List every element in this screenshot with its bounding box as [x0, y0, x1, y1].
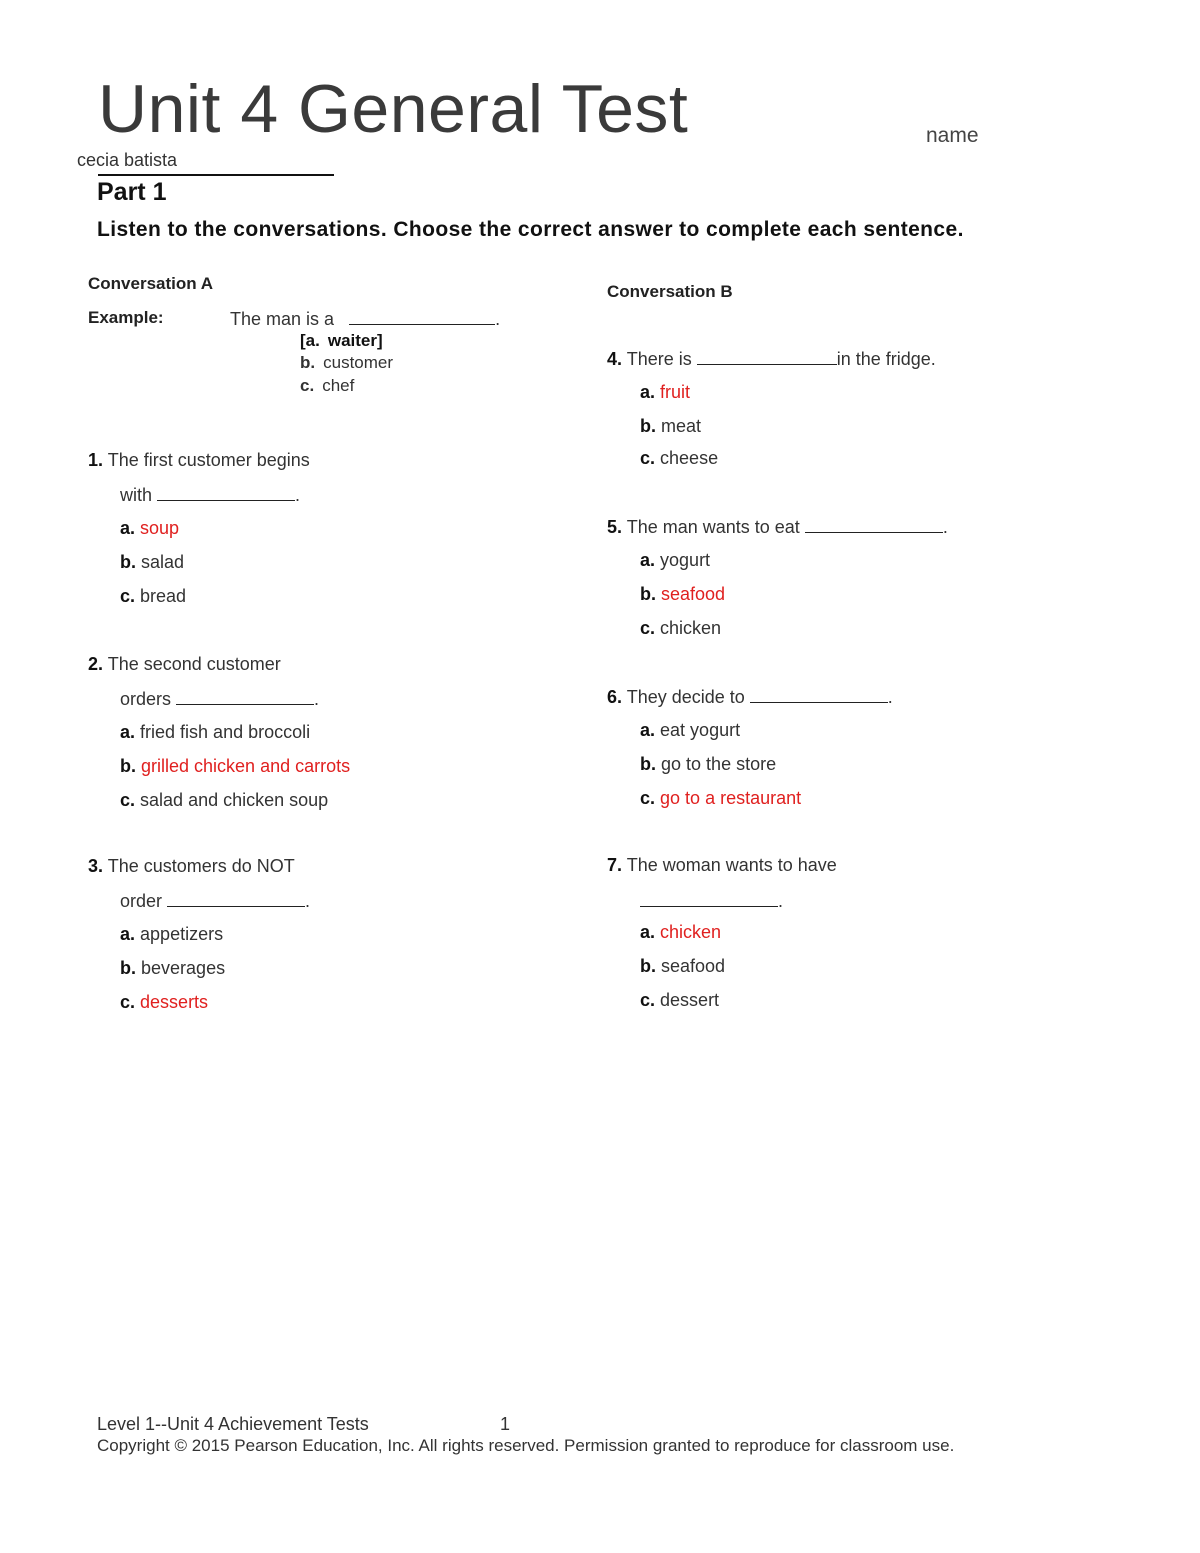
option-letter: [a.: [300, 331, 320, 350]
conversation-a-heading: Conversation A: [88, 274, 214, 293]
question-2-prompt-cont: [120, 688, 319, 710]
option-text: waiter]: [327, 331, 383, 350]
page-title: Unit 4 General Test: [98, 71, 689, 147]
question-text: There is: [626, 349, 692, 369]
question-end: .: [314, 689, 320, 709]
option-text: seafood: [661, 584, 726, 604]
question-2-prompt: [88, 654, 281, 675]
question-number: 1.: [88, 450, 104, 470]
option-text: fried fish and broccoli: [140, 722, 311, 742]
question-text: The second customer: [107, 654, 281, 674]
question-text: They decide to: [626, 687, 745, 707]
option-letter: b.: [120, 756, 136, 776]
question-6-prompt: [607, 686, 893, 708]
footer-copyright: Copyright © 2015 Pearson Education, Inc. All rights reserved. Permission granted to reproduce for classroom use.: [97, 1436, 955, 1455]
example-option-b: [300, 353, 393, 373]
option-text: dessert: [660, 990, 720, 1010]
footer-title: Level 1--Unit 4 Achievement Tests: [97, 1414, 369, 1434]
question-number: 6.: [607, 687, 623, 707]
option-text: desserts: [140, 992, 209, 1012]
student-name-field[interactable]: cecia batista: [77, 150, 178, 170]
question-number: 5.: [607, 517, 623, 537]
question-end: .: [778, 891, 784, 911]
option-letter: b.: [640, 754, 656, 774]
option-letter: a.: [640, 922, 656, 942]
name-label: name: [926, 124, 979, 147]
option-text: salad: [141, 552, 185, 572]
option-letter: b.: [640, 956, 656, 976]
page-number: 1: [500, 1414, 511, 1434]
question-1-option-b[interactable]: [120, 552, 184, 573]
part-title: Part 1: [97, 178, 167, 206]
example-prompt-end: .: [495, 309, 501, 329]
example-option-a: [300, 331, 383, 351]
option-text: eat yogurt: [660, 720, 741, 740]
answer-blank: [176, 688, 314, 705]
option-letter: c.: [120, 586, 136, 606]
question-text: The first customer begins: [107, 450, 310, 470]
question-5-option-b[interactable]: [640, 584, 725, 605]
option-letter: a.: [640, 382, 656, 402]
option-text: chicken: [660, 922, 722, 942]
option-letter: a.: [120, 518, 136, 538]
question-2-option-a[interactable]: [120, 722, 310, 743]
option-text: yogurt: [660, 550, 711, 570]
question-5-option-c[interactable]: [640, 618, 721, 639]
question-3-option-a[interactable]: [120, 924, 223, 945]
example-prompt: [230, 308, 500, 330]
option-text: appetizers: [140, 924, 224, 944]
question-number: 3.: [88, 856, 104, 876]
question-1-option-a[interactable]: [120, 518, 179, 539]
question-7-option-c[interactable]: [640, 990, 719, 1011]
question-1-option-c[interactable]: [120, 586, 186, 607]
question-3-prompt-cont: [120, 890, 310, 912]
question-text: The woman wants to have: [626, 855, 837, 875]
conversation-b-heading: Conversation B: [607, 282, 733, 301]
question-4-option-c[interactable]: [640, 448, 718, 469]
question-end: .: [295, 485, 301, 505]
question-2-option-c[interactable]: [120, 790, 328, 811]
option-text: cheese: [660, 448, 719, 468]
question-text: orders: [120, 689, 172, 709]
example-prompt-text: The man is a: [230, 309, 335, 329]
option-text: meat: [661, 416, 702, 436]
answer-blank: [805, 516, 943, 533]
option-letter: a.: [120, 924, 136, 944]
option-letter: b.: [640, 416, 656, 436]
question-number: 7.: [607, 855, 623, 875]
option-text: chicken: [660, 618, 722, 638]
option-text: customer: [323, 353, 394, 372]
option-letter: b.: [300, 353, 316, 372]
question-number: 4.: [607, 349, 623, 369]
question-3-option-b[interactable]: [120, 958, 225, 979]
option-letter: c.: [640, 618, 656, 638]
question-4-option-b[interactable]: [640, 416, 701, 437]
option-letter: a.: [120, 722, 136, 742]
question-end: .: [942, 517, 948, 537]
question-6-option-b[interactable]: [640, 754, 776, 775]
answer-blank: [167, 890, 305, 907]
instructions: Listen to the conversations. Choose the correct answer to complete each sentence.: [97, 218, 964, 241]
option-letter: b.: [640, 584, 656, 604]
question-end: in the fridge.: [836, 349, 936, 369]
option-letter: c.: [640, 990, 656, 1010]
option-letter: a.: [640, 720, 656, 740]
option-text: grilled chicken and carrots: [141, 756, 351, 776]
option-letter: b.: [120, 958, 136, 978]
question-text: with: [120, 485, 153, 505]
answer-blank: [640, 890, 778, 907]
question-1-prompt-cont: [120, 484, 300, 506]
option-text: fruit: [660, 382, 691, 402]
question-end: .: [305, 891, 311, 911]
example-label: Example:: [88, 308, 164, 327]
option-text: soup: [140, 518, 180, 538]
answer-blank: [750, 686, 888, 703]
option-text: salad and chicken soup: [140, 790, 329, 810]
question-3-prompt: [88, 856, 295, 877]
question-number: 2.: [88, 654, 104, 674]
option-letter: c.: [640, 788, 656, 808]
question-end: .: [887, 687, 893, 707]
option-letter: c.: [300, 376, 315, 395]
question-7-prompt-cont: [640, 890, 783, 912]
option-text: seafood: [661, 956, 726, 976]
option-letter: c.: [120, 790, 136, 810]
option-text: go to the store: [661, 754, 777, 774]
option-text: chef: [322, 376, 355, 395]
option-text: beverages: [141, 958, 226, 978]
question-6-option-a[interactable]: [640, 720, 740, 741]
question-6-option-c[interactable]: [640, 788, 801, 809]
option-text: go to a restaurant: [660, 788, 802, 808]
question-4-option-a[interactable]: [640, 382, 690, 403]
answer-blank: [157, 484, 295, 501]
name-underline: [98, 174, 334, 176]
option-text: bread: [140, 586, 187, 606]
question-1-prompt: [88, 450, 310, 471]
question-5-prompt: [607, 516, 948, 538]
option-letter: c.: [640, 448, 656, 468]
question-4-prompt: [607, 348, 936, 370]
question-7-option-b[interactable]: [640, 956, 725, 977]
question-text: The man wants to eat: [626, 517, 800, 537]
question-5-option-a[interactable]: [640, 550, 710, 571]
question-7-prompt: [607, 855, 837, 876]
question-text: The customers do NOT: [107, 856, 295, 876]
question-text: order: [120, 891, 163, 911]
option-letter: a.: [640, 550, 656, 570]
answer-blank: [349, 308, 495, 325]
option-letter: c.: [120, 992, 136, 1012]
answer-blank: [697, 348, 837, 365]
question-3-option-c[interactable]: [120, 992, 208, 1013]
example-option-c: [300, 376, 354, 396]
question-2-option-b[interactable]: [120, 756, 350, 777]
option-letter: b.: [120, 552, 136, 572]
question-7-option-a[interactable]: [640, 922, 721, 943]
